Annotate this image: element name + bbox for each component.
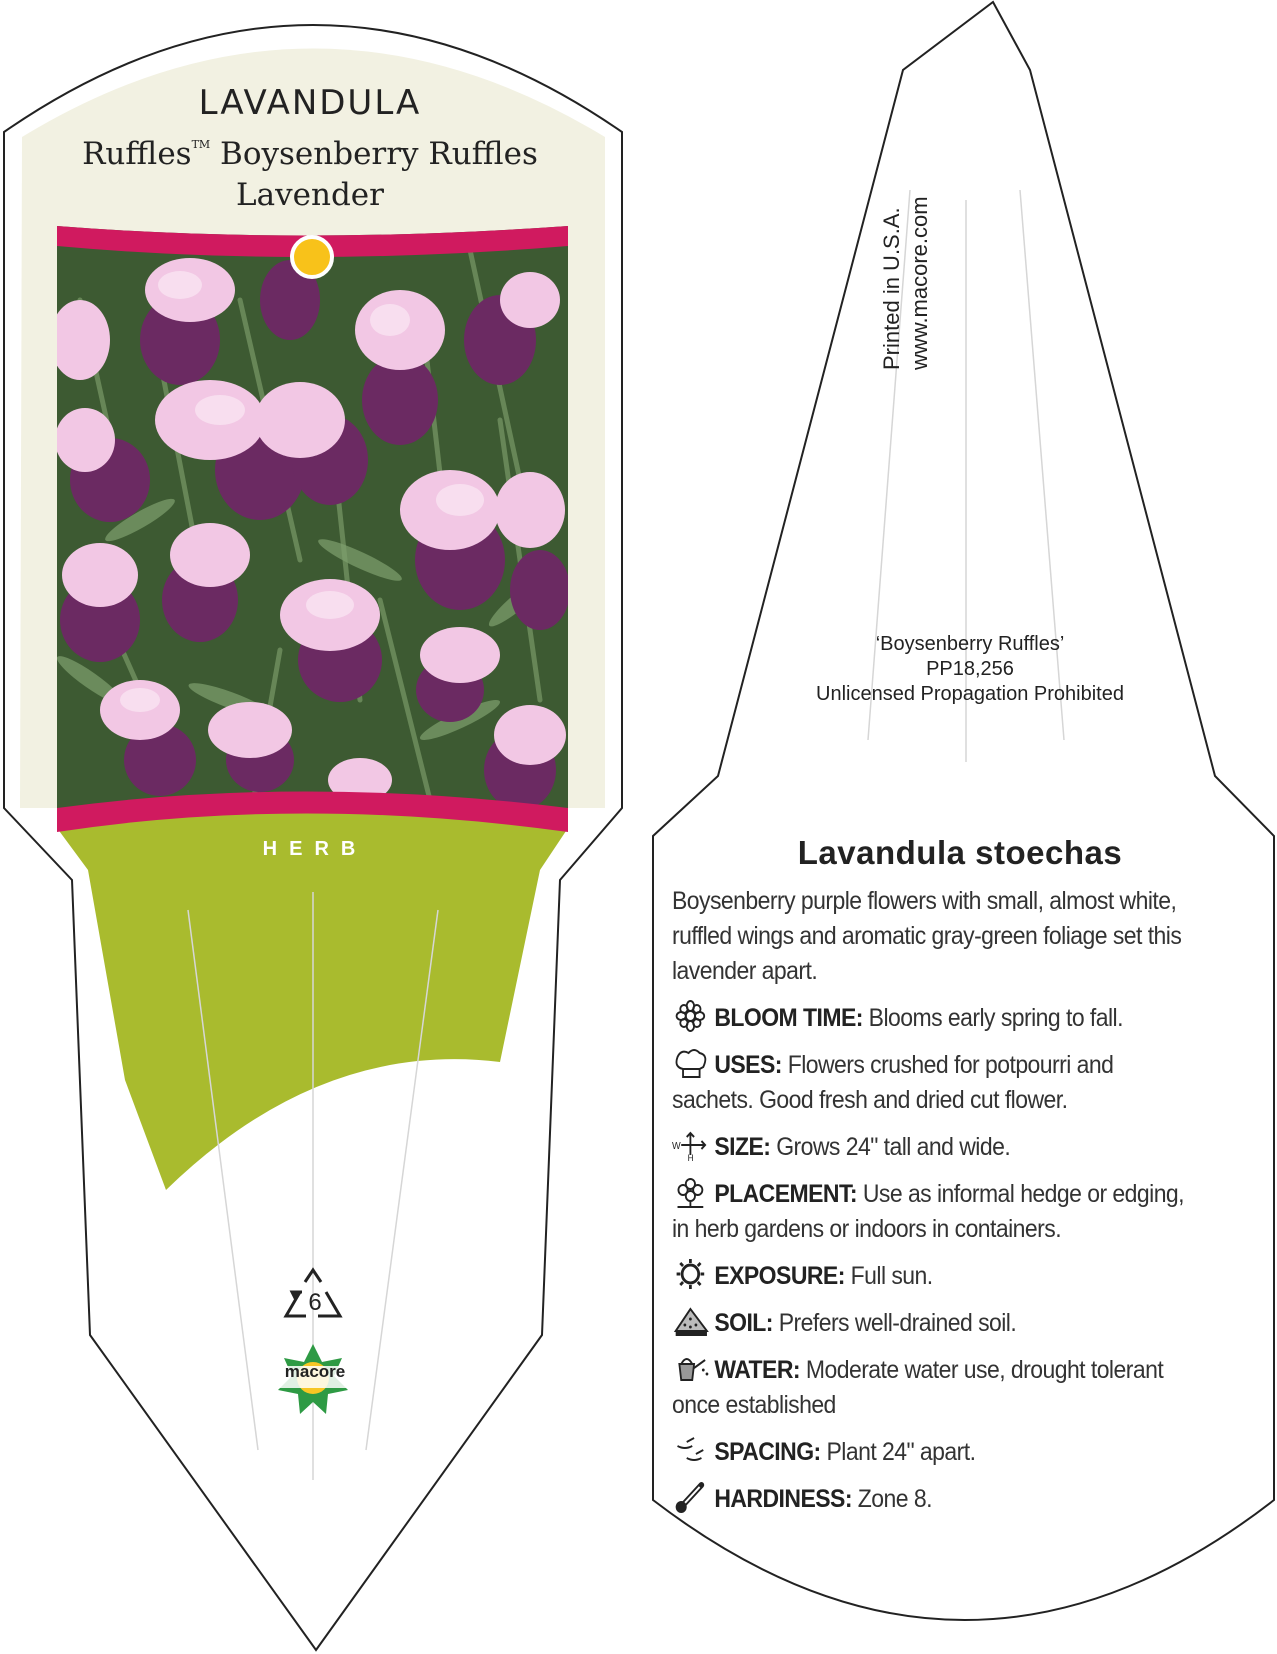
attribute-bloom-time <box>672 1000 1196 1036</box>
plant-common-name <box>60 124 560 216</box>
placement-flower-icon <box>672 1176 709 1208</box>
plant-description-block <box>672 884 1196 1517</box>
printed-info <box>878 170 938 370</box>
attribute-water <box>672 1352 1196 1423</box>
watering-can-icon <box>672 1352 709 1384</box>
patent-number: PP18,256 <box>926 658 1014 680</box>
attribute-uses <box>672 1047 1196 1118</box>
attribute-exposure <box>672 1258 1196 1294</box>
subtitle-line2: Lavender <box>236 177 384 213</box>
flower-icon <box>672 1000 709 1032</box>
plant-description: Boysenberry purple flowers with small, almost white, ruffled wings and aromatic gray-green foliage set this lavender apart. <box>672 887 1182 985</box>
website: www.macore.com <box>907 196 932 370</box>
attribute-soil <box>672 1305 1196 1341</box>
propagation-notice: Unlicensed Propagation Prohibited <box>816 683 1124 705</box>
thermometer-icon <box>672 1481 709 1513</box>
uses-value: Flowers crushed for potpourri and sachets. Good fresh and dried cut flower. <box>672 1051 1114 1114</box>
plant-genus-title: LAVANDULA <box>198 83 422 123</box>
spacing-label: SPACING: <box>714 1438 821 1466</box>
soil-label: SOIL: <box>714 1309 773 1337</box>
hardiness-label: HARDINESS: <box>714 1485 852 1513</box>
photo-lavender-flowers <box>50 226 570 836</box>
trademark: TM <box>191 138 211 151</box>
sun-icon <box>672 1258 709 1290</box>
svg-text:H: H <box>687 1152 694 1161</box>
spacing-icon <box>672 1434 709 1466</box>
uses-label: USES: <box>714 1051 782 1079</box>
attribute-placement <box>672 1176 1196 1247</box>
spacing-value: Plant 24" apart. <box>820 1438 976 1466</box>
size-arrows-icon <box>672 1129 709 1161</box>
placement-label: PLACEMENT: <box>714 1180 858 1208</box>
size-label: SIZE: <box>714 1133 771 1161</box>
chef-hat-icon <box>672 1047 709 1079</box>
subtitle-variety: Boysenberry Ruffles <box>210 136 538 172</box>
cultivar-name: ‘Boysenberry Ruffles’ <box>875 633 1065 655</box>
placement-value: Use as informal hedge or edging, in herb gardens or indoors in containers. <box>672 1180 1185 1243</box>
subtitle-brand: Ruffles <box>82 136 192 172</box>
attribute-spacing <box>672 1434 1196 1470</box>
water-value: Moderate water use, drought tolerant once established <box>672 1356 1164 1419</box>
exposure-label: EXPOSURE: <box>714 1262 845 1290</box>
soil-value: Prefers well-drained soil. <box>772 1309 1017 1337</box>
bloom-time-value: Blooms early spring to fall. <box>862 1004 1123 1032</box>
exposure-value: Full sun. <box>844 1262 933 1290</box>
water-label: WATER: <box>714 1356 801 1384</box>
attribute-hardiness <box>672 1481 1196 1517</box>
bloom-time-label: BLOOM TIME: <box>714 1004 863 1032</box>
printed-in-usa: Printed in U.S.A. <box>879 207 904 370</box>
size-value: Grows 24" tall and wide. <box>770 1133 1011 1161</box>
category-label: HERB <box>262 838 368 860</box>
recycle-code: 6 <box>308 1289 322 1316</box>
species-name: Lavandula stoechas <box>797 834 1123 871</box>
full-sun-icon <box>292 237 332 277</box>
patent-block <box>760 632 1180 707</box>
attribute-size <box>672 1129 1196 1165</box>
svg-text:W: W <box>672 1140 681 1153</box>
hardiness-value: Zone 8. <box>851 1485 932 1513</box>
macore-logo-text: macore <box>284 1362 346 1381</box>
soil-icon <box>672 1305 709 1337</box>
